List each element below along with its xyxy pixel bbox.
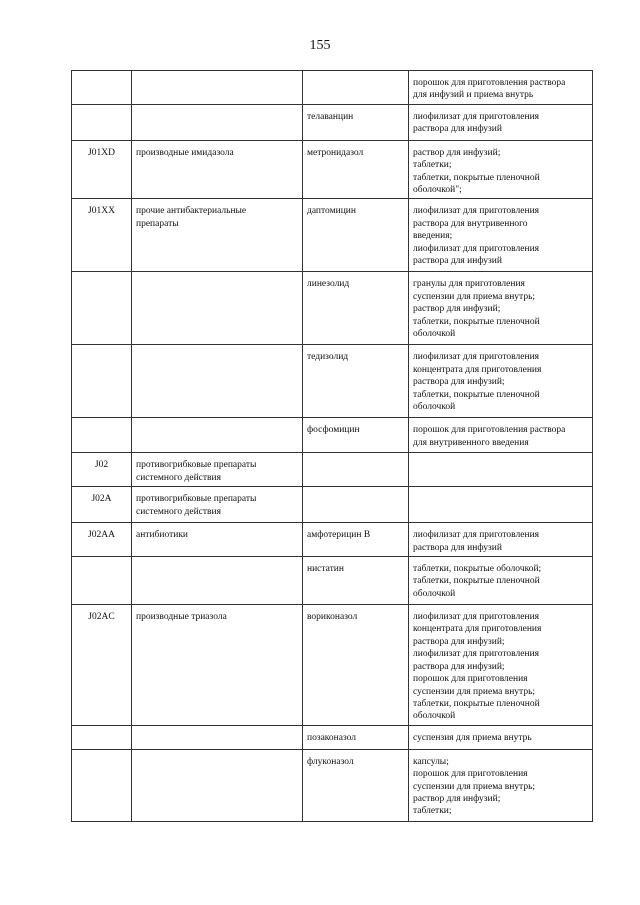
dosage-form-line: суспензия для приема внутрь bbox=[413, 732, 532, 743]
group-name-line: антибиотики bbox=[136, 530, 189, 541]
group-name-line: системного действия bbox=[136, 472, 221, 483]
drug-name-cell bbox=[303, 487, 409, 523]
dosage-form-line: раствора для инфузий bbox=[413, 124, 502, 135]
dosage-form-line: введения; bbox=[413, 231, 453, 242]
drug-name-cell: амфотерицин В bbox=[303, 523, 409, 557]
atc-code-cell: J01XD bbox=[72, 140, 132, 199]
group-name-line: препараты bbox=[136, 218, 179, 229]
dosage-form-line: оболочкой bbox=[413, 711, 456, 722]
group-name-line: противогрибковые препараты bbox=[136, 494, 257, 505]
atc-code-cell bbox=[72, 345, 132, 418]
atc-code-cell: J02 bbox=[72, 453, 132, 487]
dosage-form-line: суспензии для приема внутрь; bbox=[413, 781, 536, 792]
group-name-cell bbox=[132, 557, 303, 605]
dosage-form-line: лиофилизат для приготовления bbox=[413, 530, 540, 541]
drug-name-cell: позаконазол bbox=[303, 725, 409, 749]
dosage-form-line: оболочкой bbox=[413, 588, 456, 599]
dosage-form-line: раствор для инфузий; bbox=[413, 147, 501, 158]
group-name-cell bbox=[132, 272, 303, 345]
group-name-cell bbox=[132, 605, 303, 726]
dosage-forms-cell bbox=[409, 749, 593, 821]
group-name-cell bbox=[132, 749, 303, 821]
table-row bbox=[72, 749, 593, 821]
dosage-form-line: оболочкой bbox=[413, 329, 456, 340]
drug-table bbox=[71, 70, 593, 822]
drug-name-cell: флуконазол bbox=[303, 749, 409, 821]
group-name-cell bbox=[132, 104, 303, 140]
group-name-line: системного действия bbox=[136, 506, 221, 517]
group-name-cell bbox=[132, 199, 303, 272]
drug-name-cell: метронидазол bbox=[303, 140, 409, 199]
dosage-form-line: раствора для внутривенного bbox=[413, 218, 528, 229]
dosage-form-line: для инфузий и приема внутрь bbox=[413, 90, 534, 101]
dosage-form-line: раствора для инфузий bbox=[413, 256, 502, 267]
drug-name-cell: даптомицин bbox=[303, 199, 409, 272]
dosage-form-line: таблетки, покрытые пленочной bbox=[413, 172, 540, 183]
dosage-form-line: суспензии для приема внутрь; bbox=[413, 291, 536, 302]
table-row bbox=[72, 71, 593, 105]
dosage-form-line: гранулы для приготовления bbox=[413, 279, 525, 290]
dosage-form-line: таблетки, покрытые пленочной bbox=[413, 316, 540, 327]
atc-code-cell bbox=[72, 418, 132, 453]
dosage-form-line: раствор для инфузий; bbox=[413, 793, 501, 804]
drug-name-cell: нистатин bbox=[303, 557, 409, 605]
drug-name-cell: вориконазол bbox=[303, 605, 409, 726]
group-name-cell bbox=[132, 345, 303, 418]
table-row bbox=[72, 199, 593, 272]
dosage-form-line: лиофилизат для приготовления bbox=[413, 649, 540, 660]
dosage-form-line: таблетки; bbox=[413, 806, 452, 817]
table-row bbox=[72, 272, 593, 345]
group-name-cell bbox=[132, 725, 303, 749]
group-name-line: противогрибковые препараты bbox=[136, 460, 257, 471]
dosage-form-line: раствора для инфузий bbox=[413, 542, 502, 553]
dosage-form-line: лиофилизат для приготовления bbox=[413, 612, 540, 623]
dosage-form-line: лиофилизат для приготовления bbox=[413, 352, 540, 363]
group-name-cell bbox=[132, 418, 303, 453]
table-row bbox=[72, 140, 593, 199]
dosage-forms-cell bbox=[409, 71, 593, 105]
table-row bbox=[72, 523, 593, 557]
dosage-form-line: суспензии для приема внутрь; bbox=[413, 686, 536, 697]
dosage-form-line: таблетки, покрытые пленочной bbox=[413, 698, 540, 709]
dosage-forms-cell bbox=[409, 557, 593, 605]
drug-name-cell bbox=[303, 71, 409, 105]
dosage-form-line: порошок для приготовления раствора bbox=[413, 425, 566, 436]
drug-name-cell bbox=[303, 453, 409, 487]
dosage-form-line: оболочкой"; bbox=[413, 185, 462, 196]
atc-code-cell bbox=[72, 749, 132, 821]
dosage-forms-cell bbox=[409, 345, 593, 418]
group-name-line: производные триазола bbox=[136, 612, 227, 623]
atc-code-cell bbox=[72, 272, 132, 345]
dosage-form-line: таблетки, покрытые пленочной bbox=[413, 576, 540, 587]
dosage-form-line: лиофилизат для приготовления bbox=[413, 206, 540, 217]
dosage-form-line: порошок для приготовления bbox=[413, 674, 528, 685]
dosage-form-line: таблетки, покрытые оболочкой; bbox=[413, 564, 542, 575]
dosage-form-line: концентрата для приготовления bbox=[413, 364, 542, 375]
dosage-forms-cell bbox=[409, 725, 593, 749]
dosage-form-line: капсулы; bbox=[413, 756, 449, 767]
drug-name-cell: фосфомицин bbox=[303, 418, 409, 453]
atc-code-cell: J02AC bbox=[72, 605, 132, 726]
dosage-forms-cell bbox=[409, 272, 593, 345]
dosage-forms-cell bbox=[409, 140, 593, 199]
dosage-forms-cell bbox=[409, 418, 593, 453]
drug-name-cell: линезолид bbox=[303, 272, 409, 345]
table-row bbox=[72, 418, 593, 453]
dosage-form-line: лиофилизат для приготовления bbox=[413, 243, 540, 254]
dosage-forms-cell bbox=[409, 487, 593, 523]
dosage-forms-cell bbox=[409, 104, 593, 140]
dosage-form-line: раствора для инфузий; bbox=[413, 377, 505, 388]
dosage-form-line: для внутривенного введения bbox=[413, 437, 529, 448]
atc-code-cell bbox=[72, 104, 132, 140]
dosage-form-line: таблетки, покрытые пленочной bbox=[413, 389, 540, 400]
atc-code-cell bbox=[72, 725, 132, 749]
dosage-form-line: раствор для инфузий; bbox=[413, 304, 501, 315]
table-row bbox=[72, 345, 593, 418]
atc-code-cell bbox=[72, 557, 132, 605]
dosage-form-line: порошок для приготовления bbox=[413, 769, 528, 780]
group-name-line: прочие антибактериальные bbox=[136, 206, 247, 217]
drug-name-cell: телаванцин bbox=[303, 104, 409, 140]
drug-name-cell: тедизолид bbox=[303, 345, 409, 418]
dosage-forms-cell bbox=[409, 199, 593, 272]
table-row bbox=[72, 557, 593, 605]
dosage-form-line: раствора для инфузий; bbox=[413, 661, 505, 672]
table-row bbox=[72, 487, 593, 523]
dosage-form-line: концентрата для приготовления bbox=[413, 624, 542, 635]
atc-code-cell: J02AA bbox=[72, 523, 132, 557]
atc-code-cell bbox=[72, 71, 132, 105]
table-row bbox=[72, 725, 593, 749]
group-name-cell bbox=[132, 71, 303, 105]
dosage-forms-cell bbox=[409, 453, 593, 487]
dosage-form-line: таблетки; bbox=[413, 160, 452, 171]
dosage-forms-cell bbox=[409, 605, 593, 726]
table-row bbox=[72, 605, 593, 726]
page-number: 155 bbox=[309, 38, 331, 53]
group-name-cell bbox=[132, 523, 303, 557]
group-name-line: производные имидазола bbox=[136, 147, 234, 158]
atc-code-cell: J02A bbox=[72, 487, 132, 523]
table-row bbox=[72, 104, 593, 140]
group-name-cell bbox=[132, 140, 303, 199]
dosage-forms-cell bbox=[409, 523, 593, 557]
dosage-form-line: порошок для приготовления раствора bbox=[413, 78, 566, 88]
dosage-form-line: раствора для инфузий; bbox=[413, 636, 505, 647]
dosage-form-line: оболочкой bbox=[413, 402, 456, 413]
table-row bbox=[72, 453, 593, 487]
group-name-cell bbox=[132, 487, 303, 523]
dosage-form-line: лиофилизат для приготовления bbox=[413, 111, 540, 122]
atc-code-cell: J01XX bbox=[72, 199, 132, 272]
group-name-cell bbox=[132, 453, 303, 487]
